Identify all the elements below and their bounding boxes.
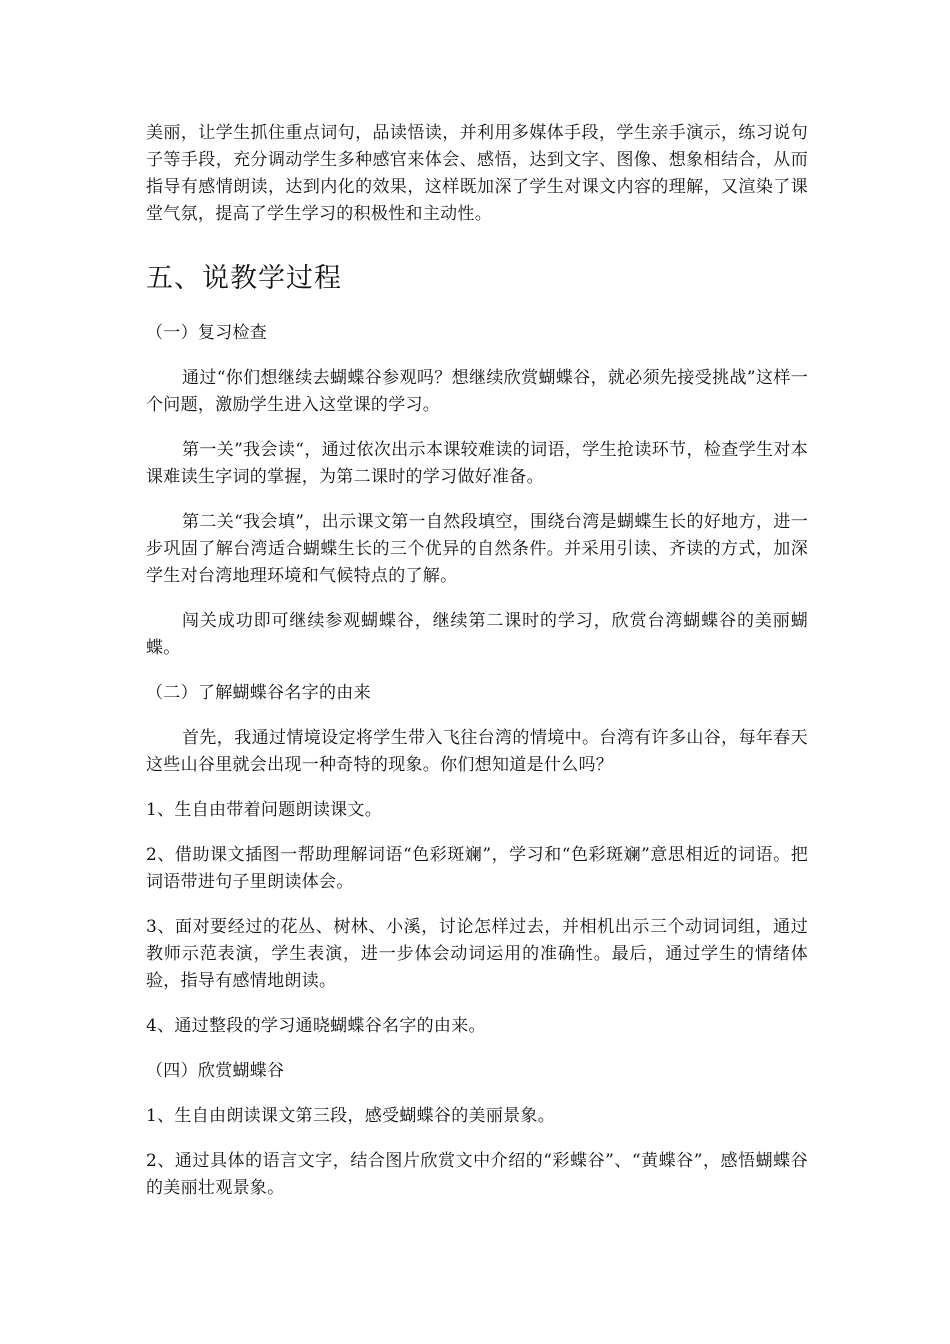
intro-paragraph: 美丽，让学生抓住重点词句，品读悟读，并利用多媒体手段，学生亲手演示，练习说句子等手段，充分调动学生多种感官来体会、感悟，达到文字、图像、想象相结合，从而指导有感情朗读，达到内化的效果，这样既加深了学生对课文内容的理解，又渲染了课堂气氛，提高了学生学习的积极性和主动性。	[146, 123, 808, 224]
list-item-6: 2、通过具体的语言文字，结合图片欣赏文中介绍的“彩蝶谷”、“黄蝶谷”，感悟蝴蝶谷的美丽壮观景象。	[146, 1151, 808, 1198]
list-item-4: 4、通过整段的学习通晓蝴蝶谷名字的由来。	[146, 1016, 486, 1036]
paragraph-second-level: 第二关“我会填”，出示课文第一自然段填空，围绕台湾是蝴蝶生长的好地方，进一步巩固了解台湾适合蝴蝶生长的三个优异的自然条件。并采用引读、齐读的方式，加深学生对台湾地理环境和气候特点的了解。	[146, 512, 808, 586]
paragraph-challenge-intro: 通过“你们想继续去蝴蝶谷参观吗？想继续欣赏蝴蝶谷，就必须先接受挑战”这样一个问题，激励学生进入这堂课的学习。	[146, 368, 808, 415]
list-item-3: 3、面对要经过的花丛、树林、小溪，讨论怎样过去，并相机出示三个动词词组，通过教师示范表演，学生表演，进一步体会动词运用的准确性。最后，通过学生的情绪体验，指导有感情地朗读。	[146, 917, 808, 991]
list-item-2: 2、借助课文插图一帮助理解词语“色彩斑斓”，学习和“色彩斑斓”意思相近的词语。把词语带进句子里朗读体会。	[146, 845, 808, 892]
subheading-valley-name-origin: （二）了解蝴蝶谷名字的由来	[146, 683, 371, 703]
paragraph-first-level: 第一关”我会读“，通过依次出示本课较难读的词语，学生抢读环节，检查学生对本课难读生字词的掌握，为第二课时的学习做好准备。	[146, 440, 808, 487]
document-page	[146, 120, 808, 1202]
section-heading-teaching-process: 五、说教学过程	[146, 263, 342, 294]
subheading-appreciate-valley: （四）欣赏蝴蝶谷	[146, 1061, 285, 1081]
list-item-1: 1、生自由带着问题朗读课文。	[146, 800, 383, 820]
paragraph-scenario-intro: 首先，我通过情境设定将学生带入飞往台湾的情境中。台湾有许多山谷，每年春天这些山谷里就会出现一种奇特的现象。你们想知道是什么吗？	[146, 728, 808, 775]
list-item-5: 1、生自由朗读课文第三段，感受蝴蝶谷的美丽景象。	[146, 1106, 556, 1126]
paragraph-level-passed: 闯关成功即可继续参观蝴蝶谷，继续第二课时的学习，欣赏台湾蝴蝶谷的美丽蝴蝶。	[146, 611, 808, 658]
subheading-review-check: （一）复习检查	[146, 323, 268, 343]
